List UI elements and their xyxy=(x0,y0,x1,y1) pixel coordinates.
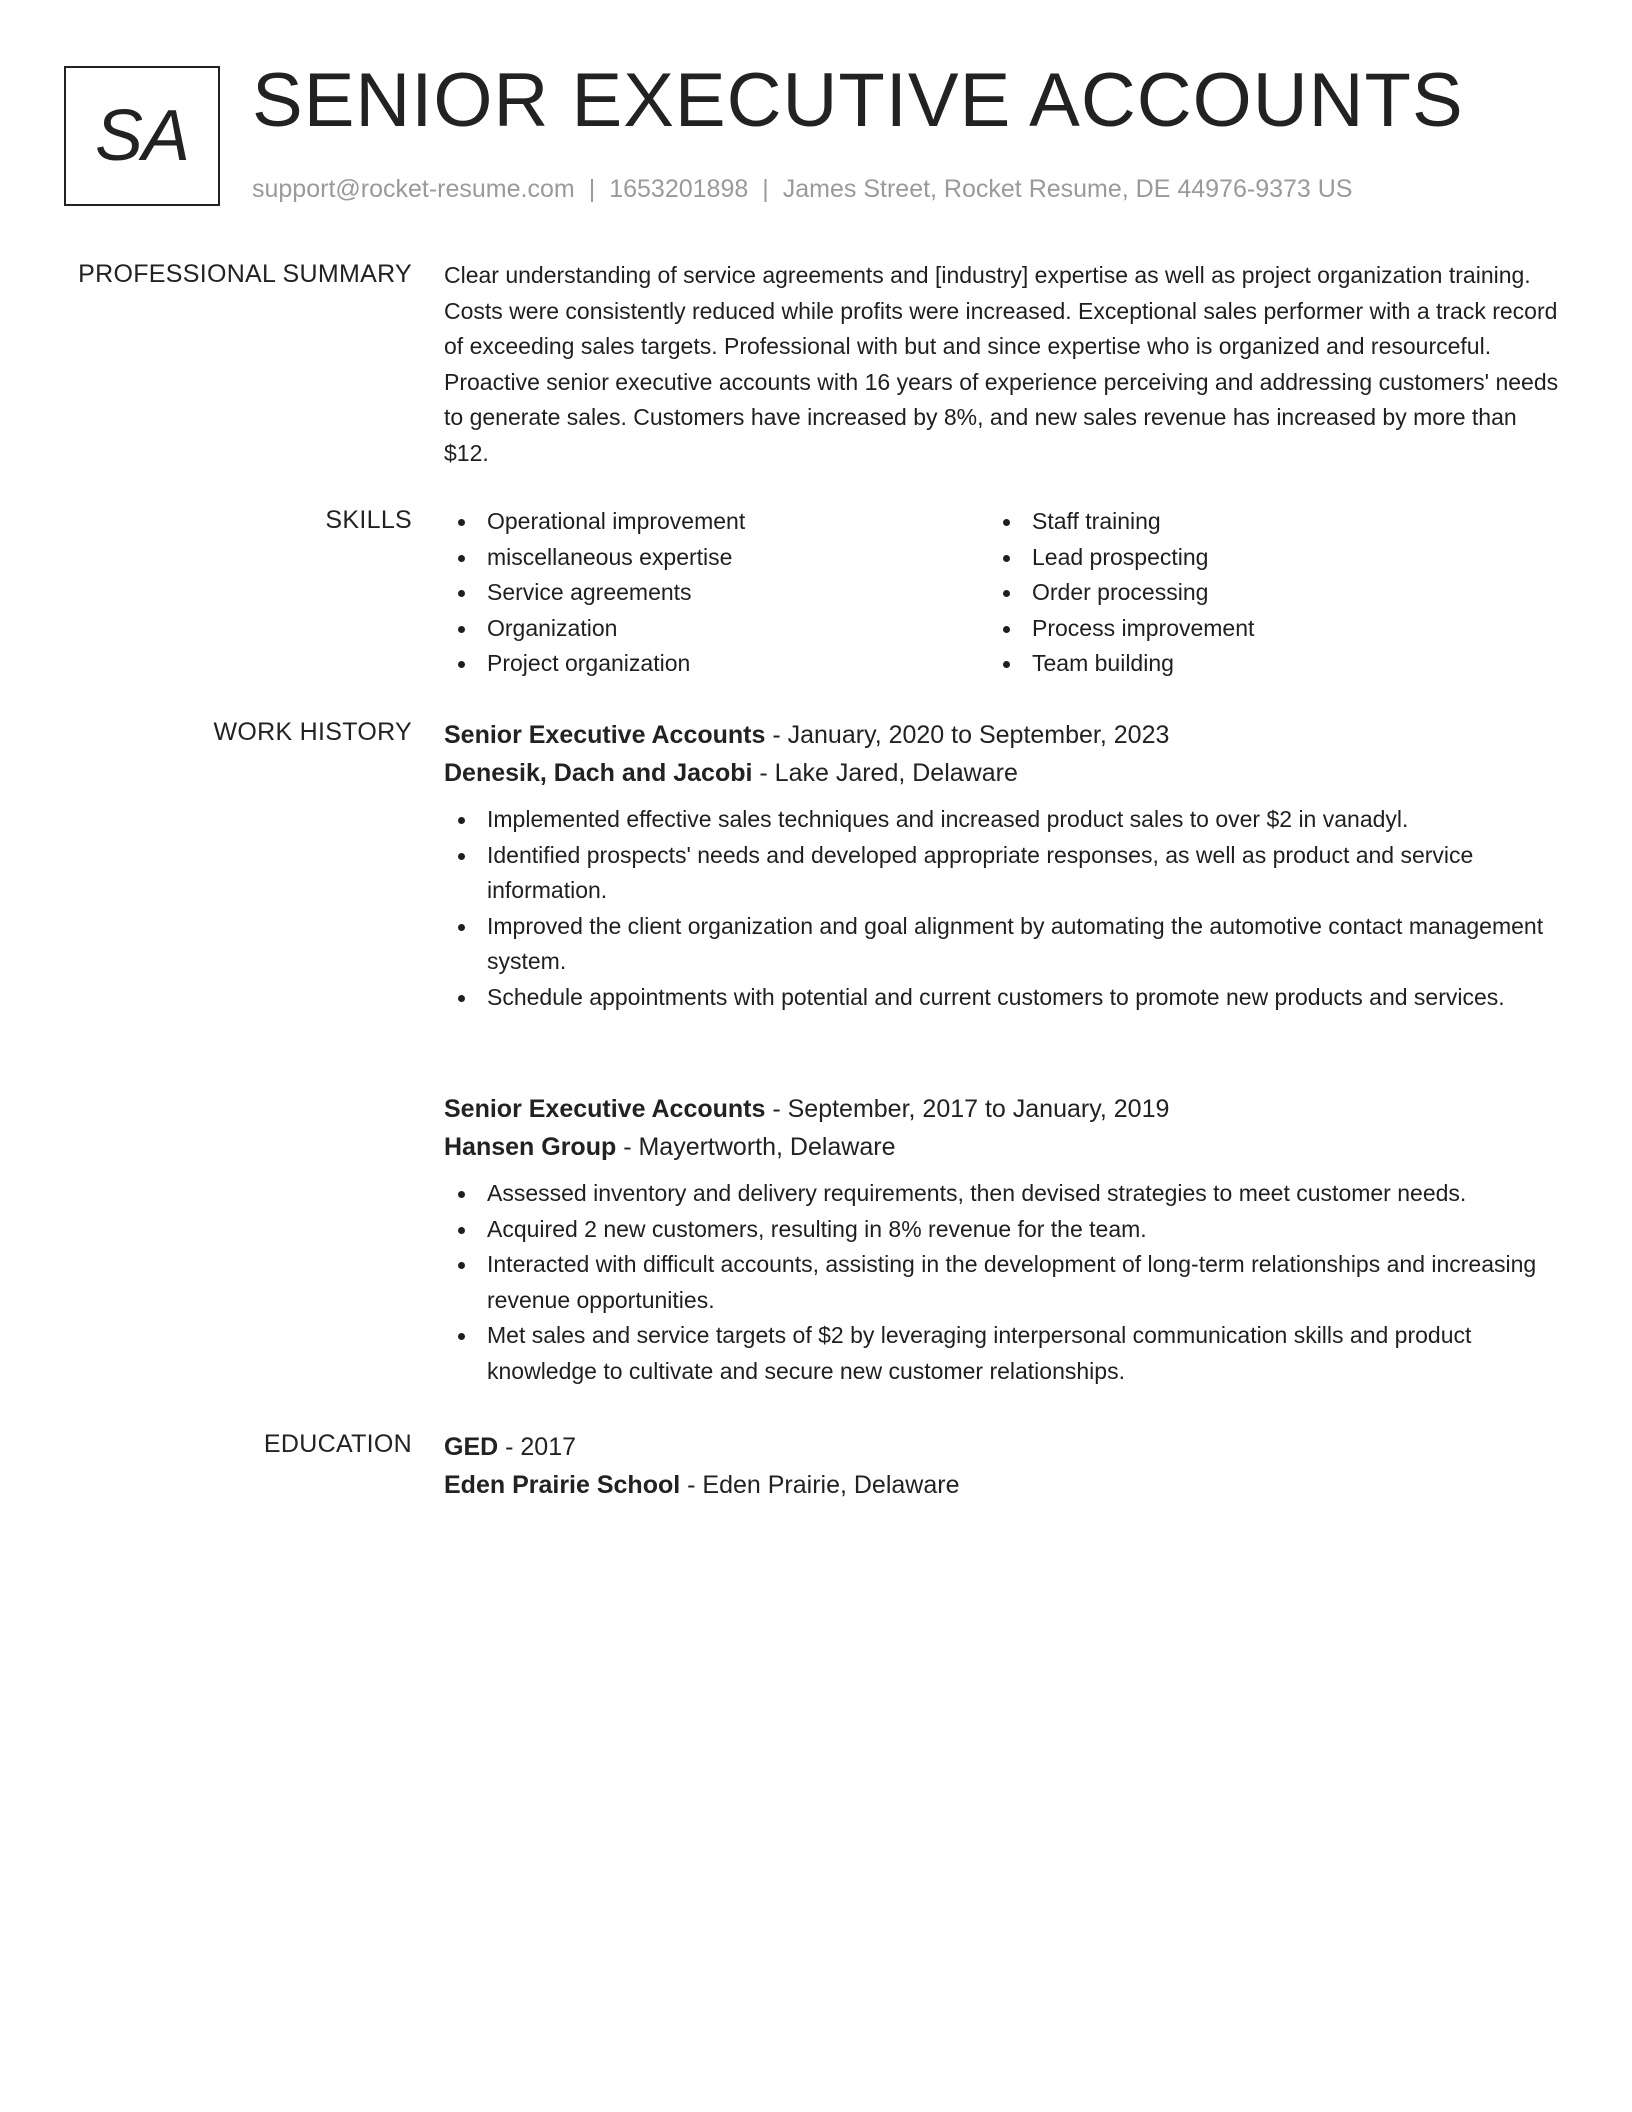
job-bullets xyxy=(444,1176,1559,1390)
section-label-summary: PROFESSIONAL SUMMARY xyxy=(78,260,412,288)
contact-phone: 1653201898 xyxy=(609,175,749,203)
job-dates: - September, 2017 to January, 2019 xyxy=(765,1095,1170,1123)
monogram-badge xyxy=(64,66,220,206)
candidate-name: SENIOR EXECUTIVE ACCOUNTS xyxy=(252,58,1464,143)
skills-list-right xyxy=(989,504,1534,682)
job-title: Senior Executive Accounts xyxy=(444,1095,766,1123)
contact-separator: | xyxy=(588,175,596,203)
contact-separator: | xyxy=(762,175,769,203)
job-bullet: Assessed inventory and delivery requirements, then devised strategies to meet customer needs. xyxy=(444,1176,1559,1212)
skills-list-left xyxy=(444,504,989,682)
skill-item: Operational improvement xyxy=(444,504,989,540)
skill-item: Order processing xyxy=(989,575,1534,611)
job-title: Senior Executive Accounts xyxy=(444,721,766,749)
summary-body xyxy=(444,258,1559,472)
education-year: - 2017 xyxy=(498,1433,577,1461)
skills-body xyxy=(444,504,1554,682)
job-title-line xyxy=(444,1090,1559,1128)
skill-item: Service agreements xyxy=(444,575,989,611)
job-title-line xyxy=(444,716,1554,754)
contact-email: support@rocket-resume.com xyxy=(252,175,575,203)
job-bullet: Met sales and service targets of $2 by leveraging interpersonal communication skills and product knowledge to cultivate and secure new customer relationships. xyxy=(444,1318,1559,1389)
education-body xyxy=(444,1428,1554,1504)
skill-item: miscellaneous expertise xyxy=(444,540,989,576)
section-label-work-history: WORK HISTORY xyxy=(213,718,412,746)
job-location: - Lake Jared, Delaware xyxy=(752,759,1018,787)
job-company: Hansen Group xyxy=(444,1133,617,1161)
monogram-initials: SA xyxy=(94,96,190,176)
education-degree-line xyxy=(444,1428,1554,1466)
skill-item: Lead prospecting xyxy=(989,540,1534,576)
job-bullet: Implemented effective sales techniques and increased product sales to over $2 in vanadyl. xyxy=(444,802,1554,838)
job-bullet: Acquired 2 new customers, resulting in 8% revenue for the team. xyxy=(444,1212,1559,1248)
education-degree: GED xyxy=(444,1433,499,1461)
section-label-education: EDUCATION xyxy=(263,1430,412,1458)
skill-item: Process improvement xyxy=(989,611,1534,647)
job-dates: - January, 2020 to September, 2023 xyxy=(765,721,1170,749)
contact-line xyxy=(252,174,1352,204)
skill-item: Organization xyxy=(444,611,989,647)
job-company: Denesik, Dach and Jacobi xyxy=(444,759,753,787)
skills-grid xyxy=(444,504,1554,682)
job-location: - Mayertworth, Delaware xyxy=(616,1133,896,1161)
job-bullet: Identified prospects' needs and developed appropriate responses, as well as product and service information. xyxy=(444,838,1554,909)
contact-address: James Street, Rocket Resume, DE 44976-9373 US xyxy=(782,175,1353,203)
skill-item: Team building xyxy=(989,646,1534,682)
job-bullet: Interacted with difficult accounts, assisting in the development of long-term relationships and increasing revenue opportunities. xyxy=(444,1247,1559,1318)
summary-text: Clear understanding of service agreements and [industry] expertise as well as project organization training. Costs were consistently reduced while profits were increased. Exceptional sales performer with a track record of exceeding sales targets. Professional with but and since expertise who is organized and resourceful. Proactive senior executive accounts with 16 years of experience perceiving and addressing customers' needs to generate sales. Customers have increased by 8%, and new sales revenue has increased by more than $12. xyxy=(444,262,1559,466)
education-school: Eden Prairie School xyxy=(444,1471,681,1499)
section-label-skills: SKILLS xyxy=(325,506,412,534)
job-entry xyxy=(444,1090,1559,1390)
job-bullets xyxy=(444,802,1554,1016)
skill-item: Project organization xyxy=(444,646,989,682)
skill-item: Staff training xyxy=(989,504,1534,540)
job-bullet: Improved the client organization and goal alignment by automating the automotive contact management system. xyxy=(444,909,1554,980)
job-entry xyxy=(444,716,1554,1016)
job-company-line xyxy=(444,754,1554,792)
education-school-line xyxy=(444,1466,1554,1504)
work-history-body xyxy=(444,716,1554,1384)
education-location: - Eden Prairie, Delaware xyxy=(680,1471,960,1499)
job-bullet: Schedule appointments with potential and current customers to promote new products and services. xyxy=(444,980,1554,1016)
job-company-line xyxy=(444,1128,1559,1166)
